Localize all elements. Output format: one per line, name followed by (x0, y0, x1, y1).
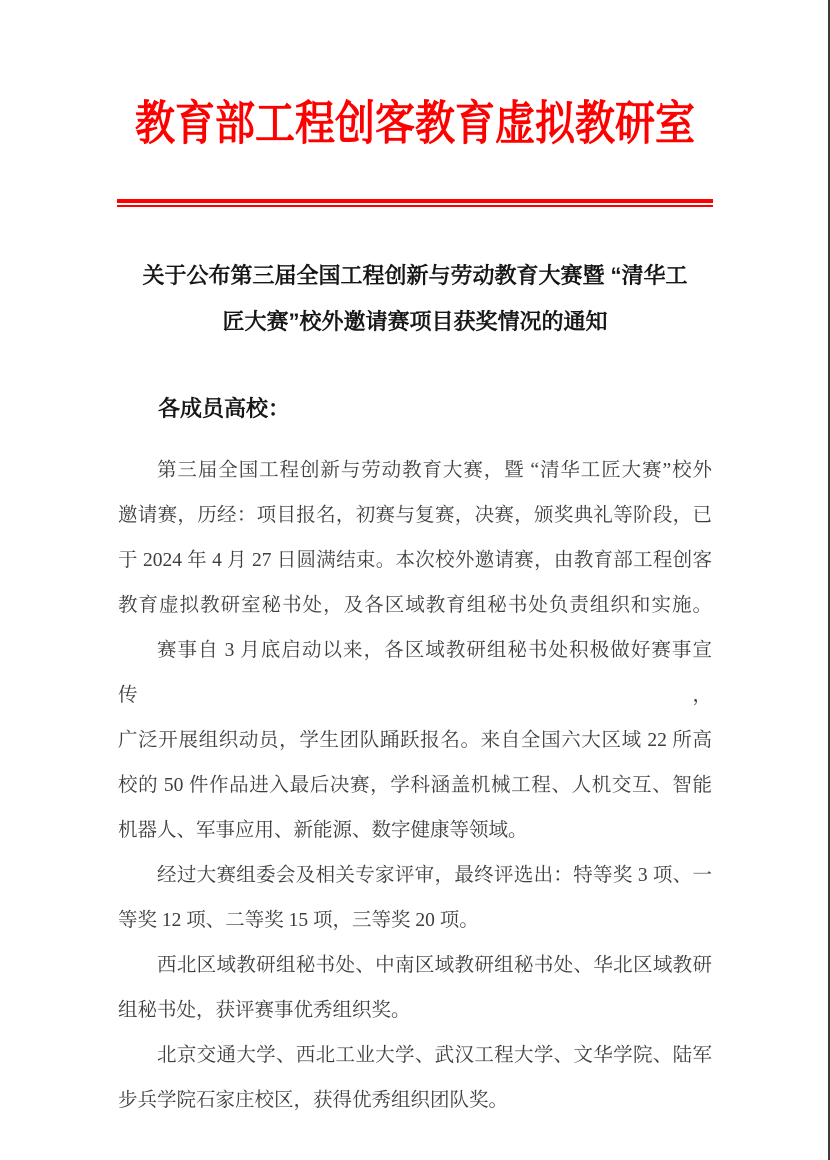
body-line: 经过大赛组委会及相关专家评审，最终评选出：特等奖 3 项、一 (157, 865, 712, 886)
body-line: 于 2024 年 4 月 27 日圆满结束。本次校外邀请赛，由教育部工程创客 (118, 550, 712, 571)
masthead-org-title: 教育部工程创客教育虚拟教研室 (135, 98, 695, 150)
body-line: 等奖 12 项、二等奖 15 项，三等奖 20 项。 (118, 910, 479, 931)
notice-body (118, 448, 712, 1123)
doc-title (59, 253, 771, 345)
body-line: 邀请赛，历经：项目报名，初赛与复赛，决赛，颁奖典礼等阶段，已 (118, 505, 712, 526)
body-line: 教育虚拟教研室秘书处，及各区域教育组秘书处负责组织和实施。 (118, 595, 712, 616)
body-line: 西北区域教研组秘书处、中南区域教研组秘书处、华北区域教研 (157, 955, 712, 976)
paragraph (118, 943, 712, 1033)
body-line: 组秘书处，获评赛事优秀组织奖。 (118, 1000, 411, 1021)
body-line: 校的 50 件作品进入最后决赛，学科涵盖机械工程、人机交互、智能 (118, 775, 712, 796)
paragraph (118, 1033, 712, 1123)
paragraph (118, 628, 712, 853)
body-line: 第三届全国工程创新与劳动教育大赛，暨 “清华工匠大赛”校外 (157, 460, 712, 481)
body-line: 北京交通大学、西北工业大学、武汉工程大学、文华学院、陆军 (157, 1045, 712, 1066)
body-line: 步兵学院石家庄校区，获得优秀组织团队奖。 (118, 1090, 509, 1111)
masthead-double-rule-thick (117, 199, 713, 203)
masthead-double-rule-thin (117, 205, 713, 207)
salutation: 各成员高校： (158, 396, 291, 421)
paragraph (118, 853, 712, 943)
body-line: 赛事自 3 月底启动以来，各区域教研组秘书处积极做好赛事宣传， (118, 640, 712, 706)
body-line: 广泛开展组织动员，学生团队踊跃报名。来自全国六大区域 22 所高 (118, 730, 712, 751)
body-line: 机器人、军事应用、新能源、数字健康等领域。 (118, 820, 528, 841)
paragraph (118, 448, 712, 628)
doc-title-line: 匠大赛”校外邀请赛项目获奖情况的通知 (222, 309, 608, 334)
doc-title-line: 关于公布第三届全国工程创新与劳动教育大赛暨 “清华工 (142, 263, 688, 288)
